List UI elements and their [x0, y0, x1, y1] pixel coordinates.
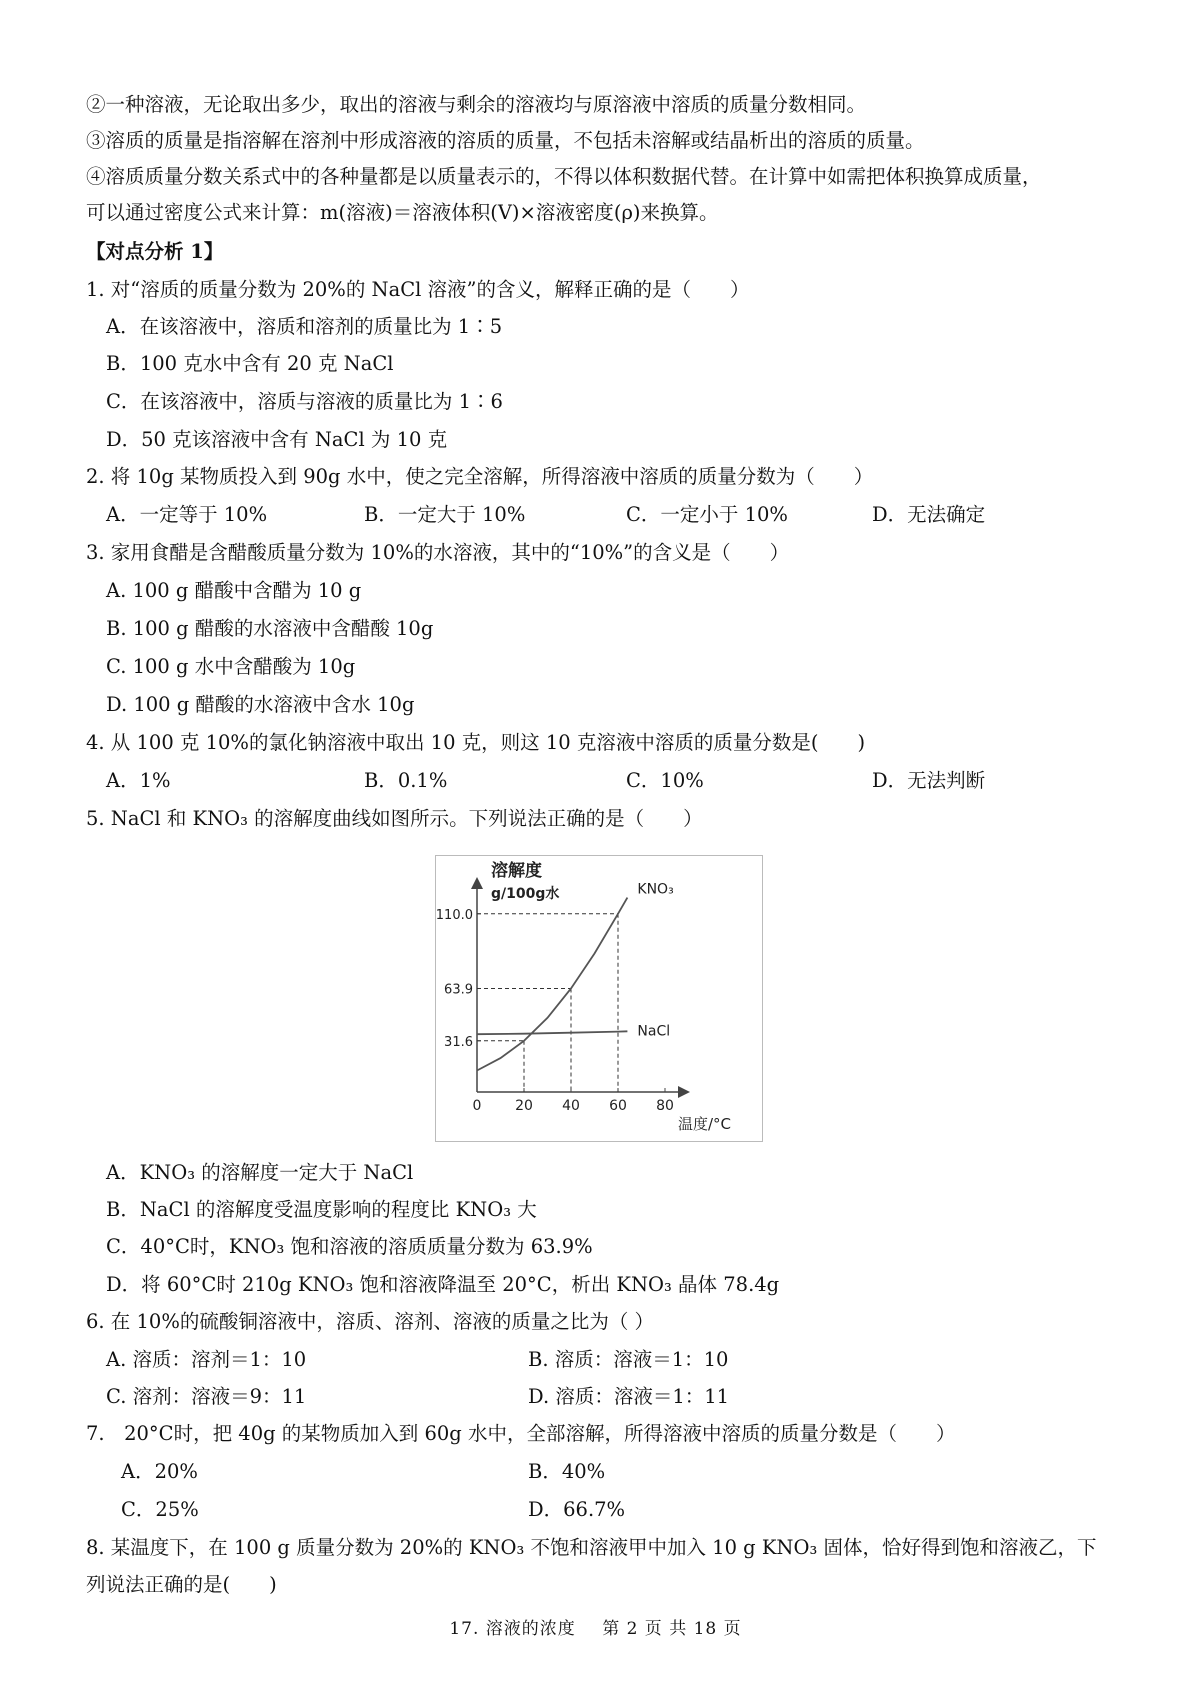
series-line-nacl	[477, 1031, 627, 1034]
x-tick-label: 0	[472, 1098, 482, 1114]
intro-paragraph-3: ③溶质的质量是指溶解在溶剂中形成溶液的溶质的质量，不包括未溶解或结晶析出的溶质的质量。	[86, 129, 925, 152]
question-1-stem: 1. 对“溶质的质量分数为 20%的 NaCl 溶液”的含义，解释正确的是（ ）	[86, 278, 750, 301]
question-7-option-c: C．25%	[121, 1498, 199, 1521]
question-3-stem: 3. 家用食醋是含醋酸质量分数为 10%的水溶液，其中的“10%”的含义是（ ）	[86, 541, 790, 564]
x-tick-label: 20	[515, 1098, 533, 1114]
question-1-option-d: D．50 克该溶液中含有 NaCl 为 10 克	[106, 428, 448, 451]
y-axis-label-line2: g/100g水	[491, 886, 560, 902]
question-3-option-a: A. 100 g 醋酸中含醋为 10 g	[106, 579, 362, 602]
question-5-option-a: A．KNO₃ 的溶解度一定大于 NaCl	[106, 1161, 414, 1184]
question-4-option-a: A．1%	[106, 769, 171, 792]
question-2-option-a: A．一定等于 10%	[106, 503, 268, 526]
intro-paragraph-2: ②一种溶液，无论取出多少，取出的溶液与剩余的溶液均与原溶液中溶质的质量分数相同。	[86, 93, 867, 116]
question-3-option-d: D. 100 g 醋酸的水溶液中含水 10g	[106, 693, 415, 716]
question-7-option-b: B．40%	[528, 1460, 606, 1483]
y-tick-label: 110.0	[436, 907, 473, 923]
question-3-option-c: C. 100 g 水中含醋酸为 10g	[106, 655, 356, 678]
solubility-chart-svg	[436, 856, 762, 1141]
question-6-option-c: C. 溶剂：溶液＝9：11	[106, 1385, 307, 1408]
question-2-stem: 2. 将 10g 某物质投入到 90g 水中，使之完全溶解，所得溶液中溶质的质量分数为（ ）	[86, 465, 874, 488]
question-7-option-d: D．66.7%	[528, 1498, 626, 1521]
question-4-option-b: B．0.1%	[364, 769, 448, 792]
x-tick-label: 40	[562, 1098, 580, 1114]
x-tick-label: 60	[609, 1098, 627, 1114]
series-label-kno3: KNO₃	[637, 881, 674, 898]
series-label-nacl: NaCl	[637, 1023, 671, 1040]
question-8-stem-line1: 8. 某温度下，在 100 g 质量分数为 20%的 KNO₃ 不饱和溶液甲中加入 10 g KNO₃ 固体，恰好得到饱和溶液乙，下	[86, 1536, 1097, 1559]
question-6-option-b: B. 溶质：溶液＝1：10	[528, 1348, 729, 1371]
question-5-stem: 5. NaCl 和 KNO₃ 的溶解度曲线如图所示。下列说法正确的是（ ）	[86, 807, 703, 830]
question-4-stem: 4. 从 100 克 10%的氯化钠溶液中取出 10 克，则这 10 克溶液中溶质的质量分数是( )	[86, 731, 866, 754]
intro-paragraph-4-line2: 可以通过密度公式来计算：m(溶液)＝溶液体积(V)×溶液密度(ρ)来换算。	[86, 201, 719, 224]
question-8-stem-line2: 列说法正确的是( )	[86, 1573, 277, 1596]
question-6-stem: 6. 在 10%的硫酸铜溶液中，溶质、溶剂、溶液的质量之比为（ ）	[86, 1310, 655, 1333]
question-5-option-b: B．NaCl 的溶解度受温度影响的程度比 KNO₃ 大	[106, 1198, 537, 1221]
question-7-stem: 7. 20°C时，把 40g 的某物质加入到 60g 水中，全部溶解，所得溶液中溶质的质量分数是（ ）	[86, 1422, 956, 1445]
question-6-option-a: A. 溶质：溶剂＝1：10	[106, 1348, 307, 1371]
question-6-option-d: D. 溶质：溶液＝1：11	[528, 1385, 730, 1408]
page-footer	[0, 1614, 1191, 1639]
question-2-option-d: D．无法确定	[872, 503, 986, 526]
question-5-option-c: C．40°C时，KNO₃ 饱和溶液的溶质质量分数为 63.9%	[106, 1235, 593, 1258]
question-1-option-b: B．100 克水中含有 20 克 NaCl	[106, 352, 394, 375]
x-tick-label: 80	[656, 1098, 674, 1114]
question-4-option-c: C．10%	[626, 769, 704, 792]
intro-paragraph-4-line1: ④溶质质量分数关系式中的各种量都是以质量表示的，不得以体积数据代替。在计算中如需把体积换算成质量，	[86, 165, 1042, 188]
question-2-option-b: B．一定大于 10%	[364, 503, 526, 526]
y-axis-label-line1: 溶解度	[491, 861, 542, 881]
y-tick-label: 31.6	[444, 1034, 473, 1050]
x-axis-label: 温度/°C	[678, 1115, 732, 1133]
series-line-kno3	[477, 898, 627, 1071]
question-5-option-d: D．将 60°C时 210g KNO₃ 饱和溶液降温至 20°C，析出 KNO₃ 晶体 78.4g	[106, 1273, 780, 1296]
question-7-option-a: A．20%	[121, 1460, 198, 1483]
question-2-option-c: C．一定小于 10%	[626, 503, 788, 526]
footer-page-number: 第 2 页 共 18 页	[602, 1619, 742, 1639]
y-tick-label: 63.9	[444, 982, 473, 998]
question-4-option-d: D．无法判断	[872, 769, 986, 792]
section-title: 【对点分析 1】	[86, 240, 224, 263]
question-1-option-c: C．在该溶液中，溶质与溶液的质量比为 1∶6	[106, 390, 503, 413]
solubility-chart	[435, 855, 763, 1142]
question-1-option-a: A．在该溶液中，溶质和溶剂的质量比为 1∶5	[106, 315, 503, 338]
footer-chapter: 17. 溶液的浓度	[449, 1619, 576, 1639]
question-3-option-b: B. 100 g 醋酸的水溶液中含醋酸 10g	[106, 617, 434, 640]
